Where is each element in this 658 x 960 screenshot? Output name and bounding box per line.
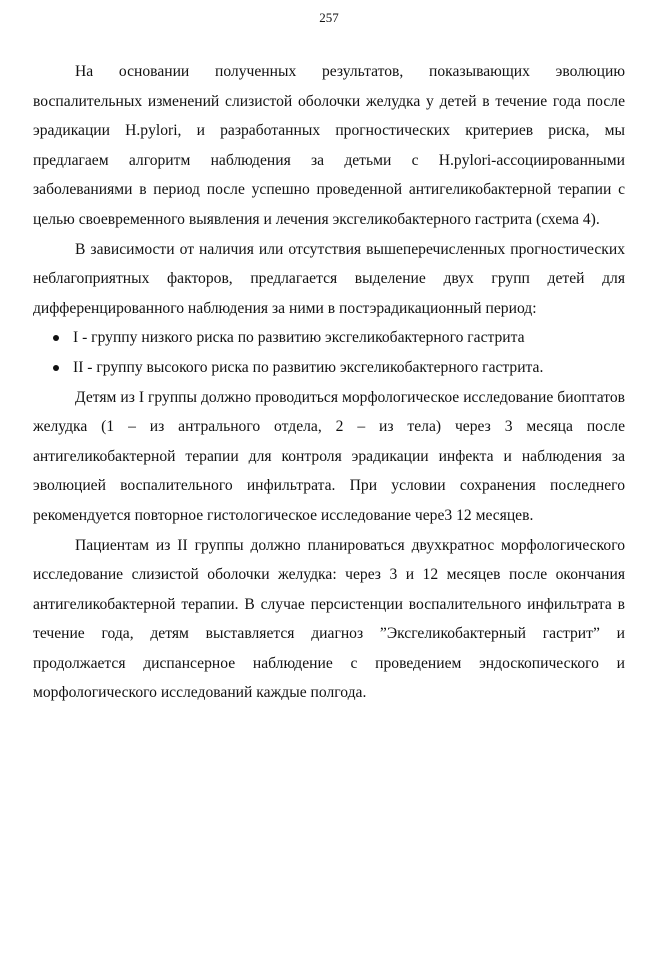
list-item-low-risk	[33, 323, 625, 353]
risk-group-list	[33, 323, 625, 382]
paragraph-group-two: Пациентам из II группы должно планироваться двухкратнос морфологического исследование слизистой оболочки желудка: через 3 и 12 месяцев после окончания антигеликобактерной терапии. В случае персистенции воспалительного инфильтрата в течение года, детям выставляется диагноз ”Эксгеликобактерный гастрит” и продолжается диспансерное наблюдение с проведением эндоскопического и морфологического исследований каждые полгода.	[33, 536, 625, 702]
list-item-text: I - группу низкого риска по развитию эксгеликобактерного гастрита	[73, 329, 525, 347]
list-item-text: II - группу высокого риска по развитию эксгеликобактерного гастрита.	[73, 358, 544, 376]
bullet-icon	[53, 365, 59, 371]
bullet-icon	[53, 335, 59, 341]
paragraph-algorithm: На основании полученных результатов, показывающих эволюцию воспалительных изменений слизистой оболочки желудка у детей в течение года после эрадикации H.pylori, и разработанных прогностических критериев риска, мы предлагаем алгоритм наблюдения за детьми с H.pylori-ассоциированными заболеваниями в период после успешно проведенной антигеликобактерной терапии с целью своевременного выявления и лечения эксгеликобактерного гастрита (схема 4).	[33, 63, 625, 228]
paragraph-group-one: Детям из I группы должно проводиться морфологическое исследование биоптатов желудка (1 – из антрального отдела, 2 – из тела) через 3 месяца после антигеликобактерной терапии для контроля эрадикации инфекта и наблюдения за эволюцией воспалительного инфильтрата. При условии сохранения последнего рекомендуется повторное гистологическое исследование чере3 12 месяцев.	[33, 388, 625, 524]
body-text	[33, 57, 625, 708]
list-item-high-risk	[33, 353, 625, 383]
page-number: 257	[319, 10, 339, 25]
paragraph-groups-intro: В зависимости от наличия или отсутствия вышеперечисленных прогностических неблагоприятных факторов, предлагается выделение двух групп детей для дифференцированного наблюдения за ними в постэрадикационный период:	[33, 240, 625, 317]
